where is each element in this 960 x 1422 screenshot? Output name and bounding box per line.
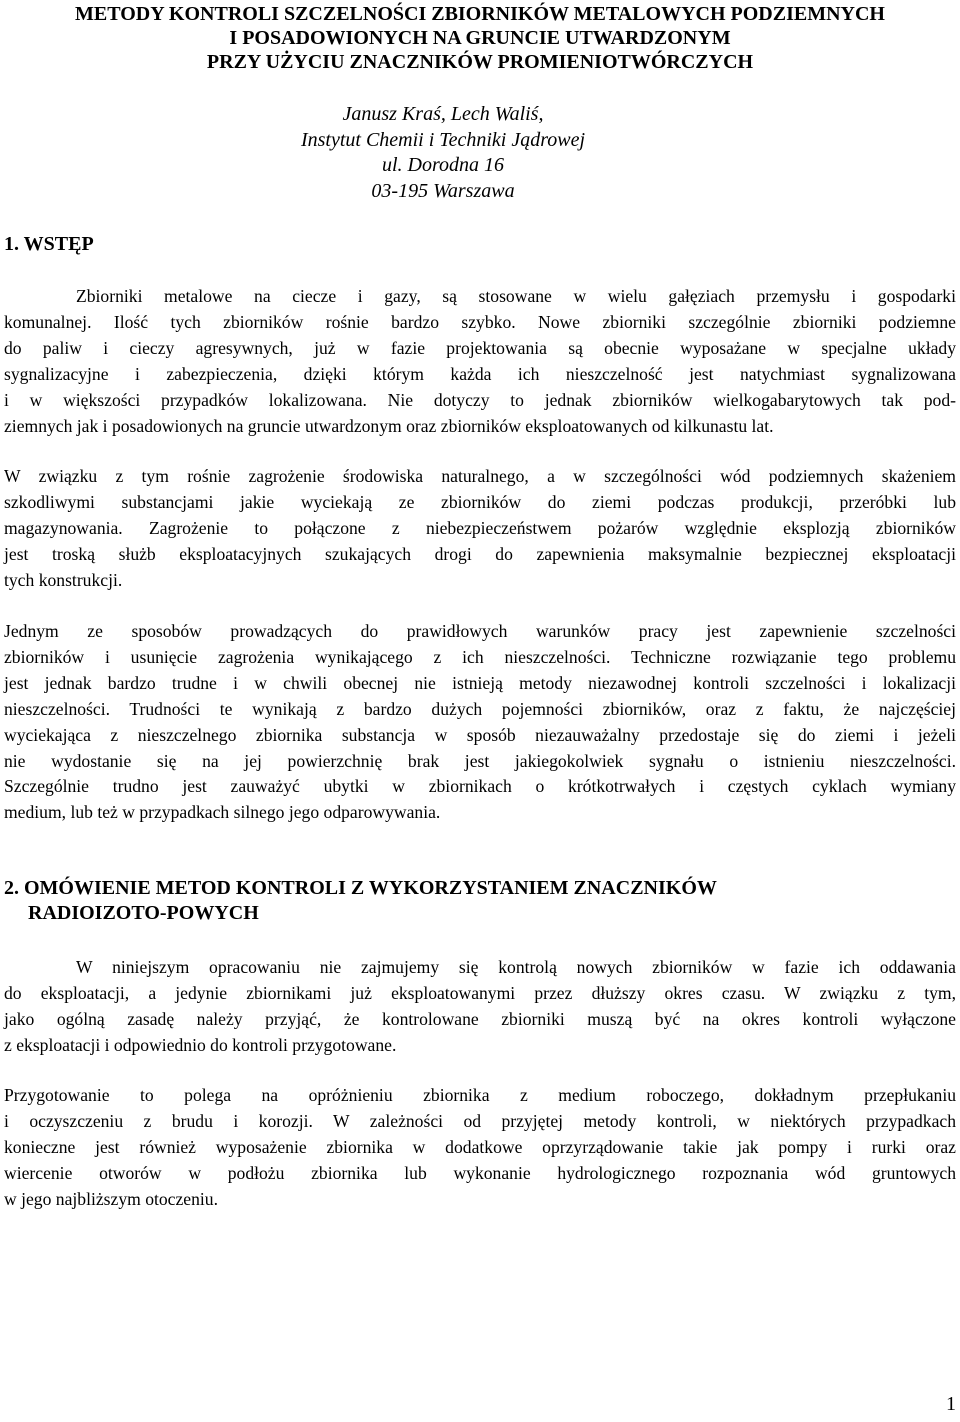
paragraph [4, 1083, 956, 1213]
paragraph [4, 284, 956, 439]
author-names: Janusz Kraś, Lech Waliś, [342, 103, 544, 125]
paragraph-line: Zbiorniki metalowe na ciecze i gazy, są stosowane w wielu gałęziach przemysłu i gospodarki [76, 286, 956, 306]
section-heading-line: 2. OMÓWIENIE METOD KONTROLI Z WYKORZYSTANIEM ZNACZNIKÓW [4, 877, 717, 899]
paragraph-line: konieczne jest również wyposażenie zbiornika w dodatkowe oprzyrządowanie takie jak pompy i rurki oraz [4, 1136, 956, 1157]
section-heading-intro: 1. WSTĘP [4, 233, 94, 255]
paragraph-line: do eksploatacji, a jedynie zbiornikami już eksploatowanymi przez dłuższy okres czasu. W związku z tym, [4, 982, 956, 1003]
paragraph-line: sygnalizacyjne i zabezpieczenia, dzięki którym każda ich nieszczelność jest natychmiast sygnalizowana [4, 363, 956, 384]
paragraph-line: ziemnych jak i posadowionych na gruncie utwardzonym oraz zbiorników eksploatowanych od kilkunastu lat. [4, 415, 774, 436]
paragraph [4, 955, 956, 1059]
paragraph-line: Jednym ze sposobów prowadzących do prawidłowych warunków pracy jest zapewnienie szczelności [4, 621, 956, 641]
paragraph-line: wyciekająca z nieszczelnego zbiornika substancja w sposób niezauważalny przedostaje się do ziemi i jeżeli [4, 724, 956, 745]
author-block [0, 102, 886, 204]
author-city: 03-195 Warszawa [371, 179, 515, 202]
paragraph-line: nie wydostanie się na jej powierzchnię brak jest jakiegokolwiek sygnału o istnieniu nieszczelności. [4, 750, 956, 771]
paragraph-line: zbiorników i usunięcie zagrożenia wynikającego z ich nieszczelności. Techniczne rozwiązanie tego problemu [4, 646, 956, 667]
paragraph-line: jest jednak bardzo trudne i w chwili obecnej nie istnieją metody niezawodnej kontroli szczelności i lokalizacji [4, 672, 956, 693]
paragraph-line: z eksploatacji i odpowiednio do kontroli przygotowane. [4, 1034, 397, 1055]
paragraph-line: wiercenie otworów w podłożu zbiornika lub wykonanie hydrologicznego rozpoznania wód gruntowych [4, 1162, 956, 1183]
paragraph-line: tych konstrukcji. [4, 569, 123, 590]
paragraph [4, 619, 956, 826]
paragraph-line: Szczególnie trudno jest zauważyć ubytki w zbiornikach o krótkotrwałych i częstych cyklach wymiany [4, 776, 956, 797]
title-line: METODY KONTROLI SZCZELNOŚCI ZBIORNIKÓW METALOWYCH PODZIEMNYCH [75, 3, 885, 25]
section-heading-methods [4, 876, 717, 926]
paragraph-line: jest troską służb eksploatacyjnych szukających drogi do zapewnienia maksymalnie bezpiecznej eksploatacji [4, 543, 956, 564]
section-heading-line: RADIOIZOTO-POWYCH [28, 902, 259, 924]
page-number: 1 [946, 1393, 956, 1415]
paragraph-line: medium, lub też w przypadkach silnego jego odparowywania. [4, 802, 441, 823]
paragraph-line: W związku z tym rośnie zagrożenie środowiska naturalnego, a w szczególności wód podziemnych skażeniem [4, 466, 956, 486]
paragraph-line: i w większości przypadków lokalizowana. Nie dotyczy to jednak zbiorników wielkogabarytowych tak pod- [4, 389, 956, 410]
paragraph-line: Przygotowanie to polega na opróżnieniu zbiornika z medium roboczego, dokładnym przepłukaniu [4, 1085, 956, 1105]
paragraph-line: do paliw i cieczy agresywnych, już w fazie projektowania są obecnie wyposażane w specjalne układy [4, 337, 956, 358]
paragraph-line: nieszczelności. Trudności te wynikają z bardzo dużych pojemności zbiorników, oraz z faktu, że najczęściej [4, 698, 956, 719]
author-institute: Instytut Chemii i Techniki Jądrowej [300, 128, 586, 151]
paragraph [4, 464, 956, 594]
title-line: PRZY UŻYCIU ZNACZNIKÓW PROMIENIOTWÓRCZYCH [206, 51, 754, 73]
paragraph-line: w jego najbliższym otoczeniu. [4, 1188, 218, 1209]
document-title [0, 2, 960, 74]
title-line: I POSADOWIONYCH NA GRUNCIE UTWARDZONYM [229, 27, 731, 49]
paragraph-line: i oczyszczeniu z brudu i korozji. W zależności od przyjętej metody kontroli, w niektórych przypadkach [4, 1110, 956, 1131]
paragraph-line: magazynowania. Zagrożenie to połączone z niebezpieczeństwem pożarów względnie eksplozją zbiorników [4, 517, 956, 538]
paragraph-line: jako ogólną zasadę należy przyjąć, że kontrolowane zbiorniki muszą być na okres kontroli wyłączone [4, 1008, 956, 1029]
author-street: ul. Dorodna 16 [381, 154, 505, 176]
paragraph-line: komunalnej. Ilość tych zbiorników rośnie bardzo szybko. Nowe zbiorniki szczególnie zbiorniki podziemne [4, 311, 956, 332]
paragraph-line: szkodliwymi substancjami jakie wyciekają ze zbiorników do ziemi podczas produkcji, przeróbki lub [4, 491, 956, 512]
paragraph-line: W niniejszym opracowaniu nie zajmujemy się kontrolą nowych zbiorników w fazie ich oddawania [76, 957, 956, 977]
